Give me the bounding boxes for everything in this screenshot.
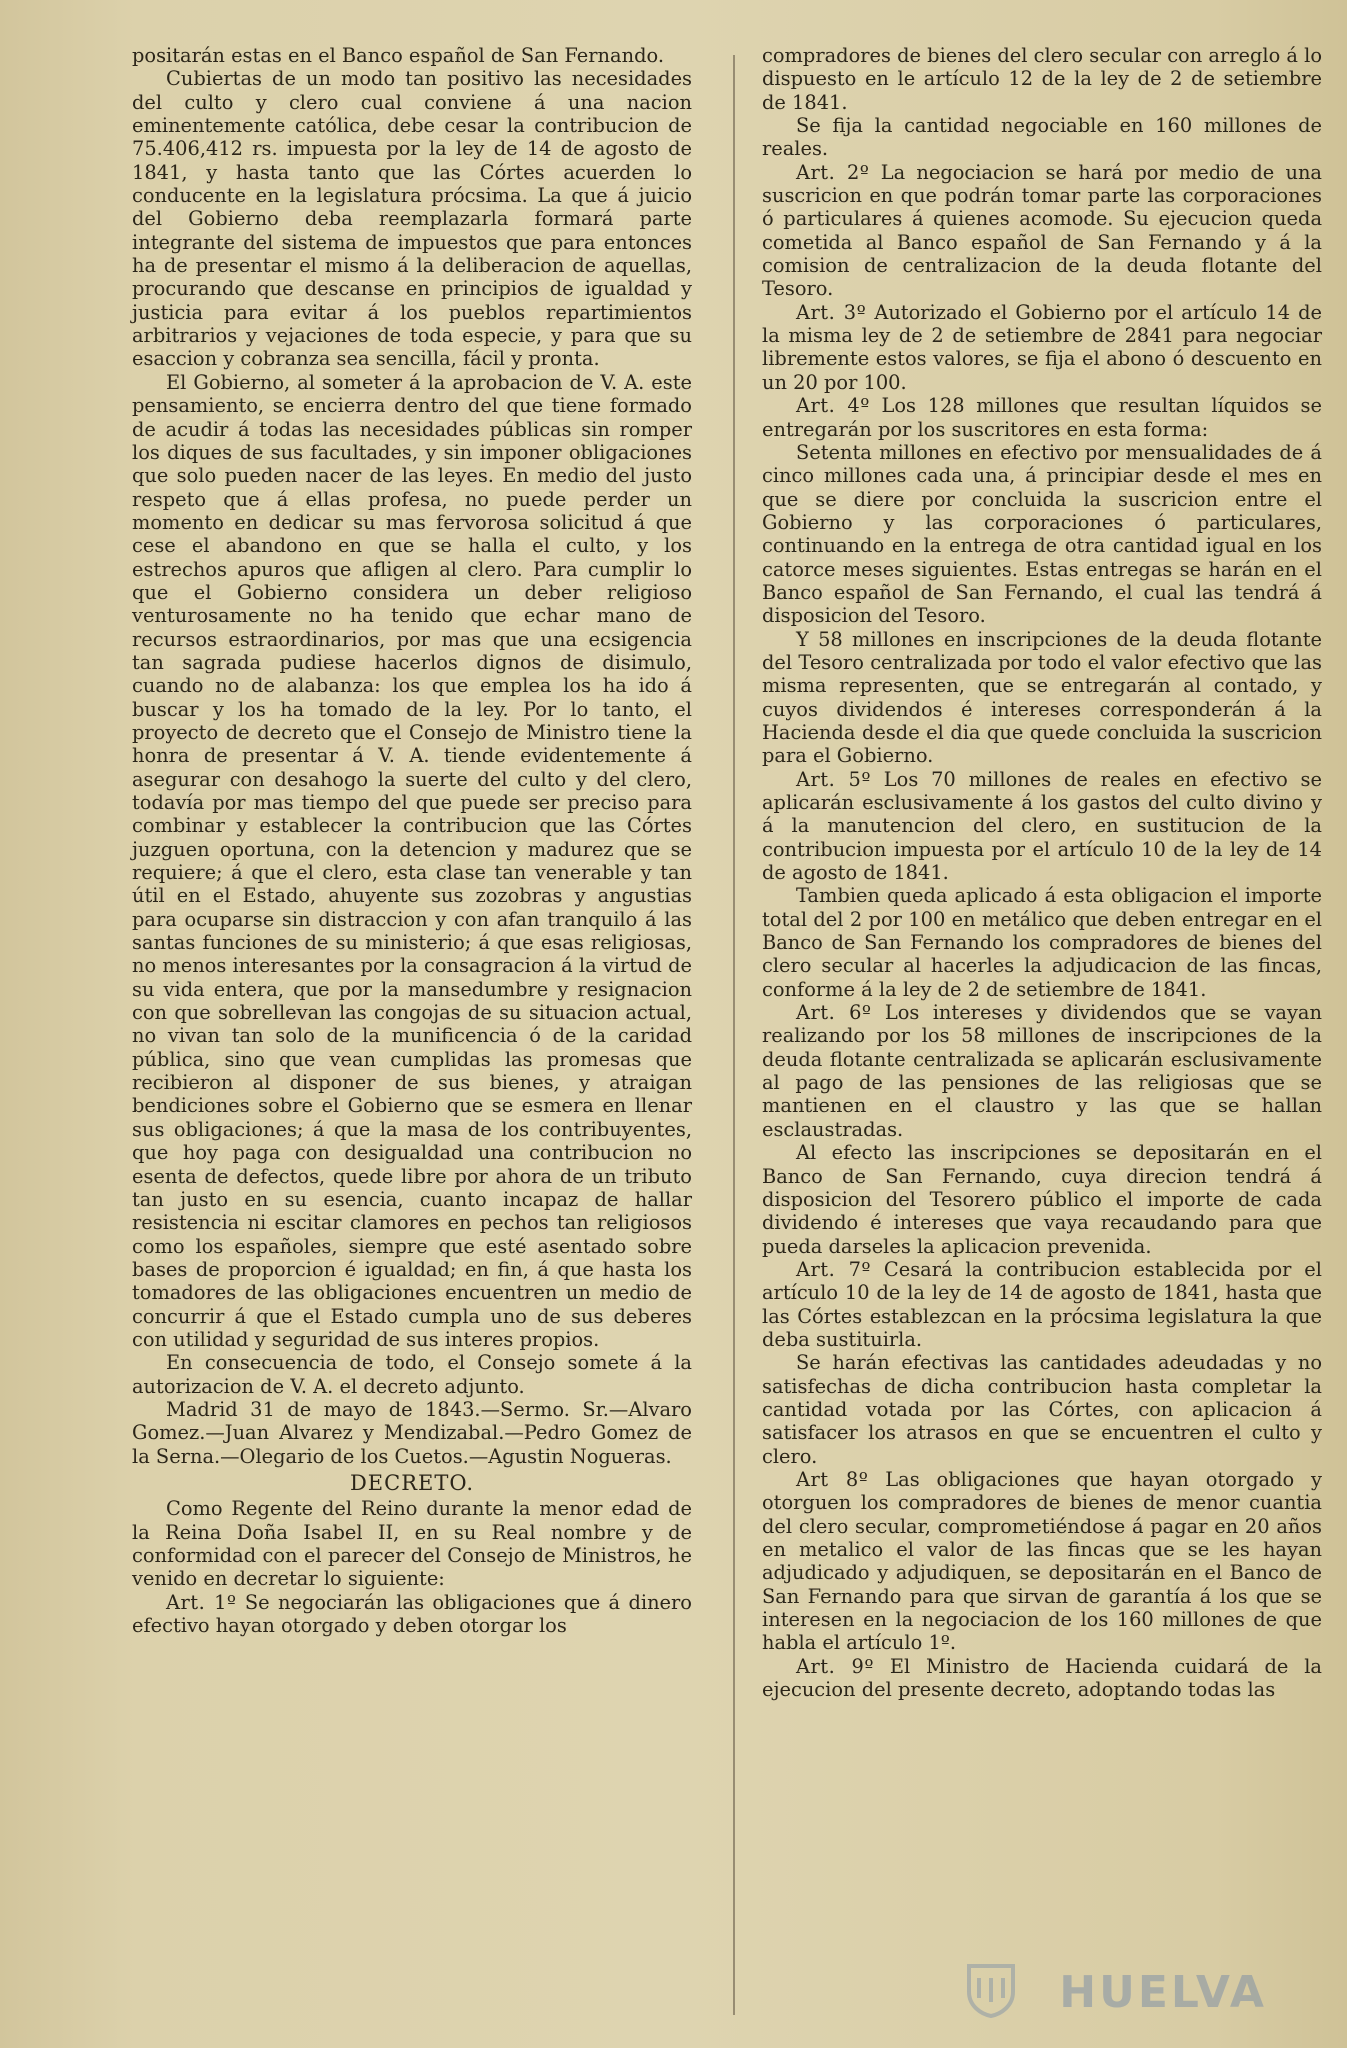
article-label: Art. 6º	[796, 1001, 872, 1025]
article-8	[762, 1468, 1322, 1655]
paragraph: Y 58 millones en inscripciones de la deuda flotante del Tesoro centralizada por todo el valor efectivo que las misma representen, que se entregarán al contado, y cuyos dividendos é intereses corresponderán á la Hacienda desde el dia que quede concluida la suscricion para el Gobierno.	[762, 627, 1322, 768]
article-5	[762, 768, 1322, 885]
article-3	[762, 301, 1322, 394]
decree-heading: DECRETO.	[349, 1470, 475, 1495]
article-label: Art. 5º	[796, 767, 871, 791]
article-9	[762, 1655, 1322, 1702]
paragraph: Se harán efectivas las cantidades adeudadas y no satisfechas de dicha contribucion hasta completar la cantidad votada por las Córtes, con aplicacion á satisfacer los atrasos en que se encuentren el culto y clero.	[762, 1351, 1322, 1468]
right-column	[762, 44, 1322, 1701]
article-label: Art. 3º	[796, 300, 867, 324]
article-2	[762, 161, 1322, 301]
article-text: Autorizado el Gobierno por el artículo 14 de la misma ley de 2 de setiembre de 2841 para negociar libremente estos valores, se fija el abono ó descuento en un 20 por 100.	[762, 300, 1322, 394]
paragraph: Al efecto las inscripciones se depositarán en el Banco de San Fernando, cuya direcion tendrá á disposicion del Tesorero público el importe de cada dividendo é intereses que vaya recaudando para que pueda darseles la aplicacion prevenida.	[762, 1141, 1322, 1258]
paragraph: En consecuencia de todo, el Consejo somete á la autorizacion de V. A. el decreto adjunto.	[132, 1351, 692, 1398]
signatures-paragraph: Madrid 31 de mayo de 1843.—Sermo. Sr.—Alvaro Gomez.—Juan Alvarez y Mendizabal.—Pedro Gomez de la Serna.—Olegario de los Cuetos.—Agustin Nogueras.	[132, 1397, 692, 1468]
article-label: Art. 7º	[796, 1257, 872, 1281]
paragraph: Tambien queda aplicado á esta obligacion el importe total del 2 por 100 en metálico que deben entregar en el Banco de San Fernando los compradores de bienes del clero secular al hacerles la adjudicacion de las fincas, conforme á la ley de 2 de setiembre de 1841.	[762, 884, 1322, 1001]
article-text: Se negociarán las obligaciones que á dinero efectivo hayan otorgado y deben otorgar los	[132, 1590, 692, 1638]
watermark-shield-icon	[965, 1962, 1017, 2018]
article-7	[762, 1258, 1322, 1351]
article-label: Art. 9º	[796, 1654, 875, 1678]
article-text: Los 70 millones de reales en efectivo se aplicarán esclusivamente á los gastos del culto divino y á la manutencion del clero, en sustitucion de la contribucion impuesta por el artículo 10 de la ley de 14 de agosto de 1841.	[762, 767, 1322, 885]
article-text: Cesará la contribucion establecida por el artículo 10 de la ley de 14 de agosto de 1841, hasta que las Córtes establezcan en la prócsima legislatura la que deba sustituirla.	[762, 1257, 1322, 1351]
article-6	[762, 1001, 1322, 1141]
article-text: La negociacion se hará por medio de una suscricion en que podrán tomar parte las corporaciones ó particulares á quienes acomode. Su ejecucion queda cometida al Banco español de San Fernando y á la comision de centralizacion de la deuda flotante del Tesoro.	[762, 160, 1322, 301]
paragraph: El Gobierno, al someter á la aprobacion de V. A. este pensamiento, se encierra dentro del que tiene formado de acudir á todas las necesidades públicas sin romper los diques de sus facultades, y sin imponer obligaciones que solo pueden nacer de las leyes. En medio del justo respeto que á ellas profesa, no puede perder un momento en dedicar su mas fervorosa solicitud á que cese el abandono en que se halla el culto, y los estrechos apuros que afligen al clero. Para cumplir lo que el Gobierno considera un deber religioso venturosamente no ha tenido que echar mano de recursos estraordinarios, por mas que una ecsigencia tan sagrada pudiese hacerlos dignos de disimulo, cuando no de alabanza: los que emplea los ha ido á buscar y los ha tomado de la ley. Por lo tanto, el proyecto de decreto que el Consejo de Ministro tiene la honra de presentar á V. A. tiende evidentemente á asegurar con desahogo la suerte del culto y del clero, todavía por mas tiempo del que puede ser preciso para combinar y establecer la contribucion que las Córtes juzguen oportuna, con la detencion y madurez que se requiere; á que el clero, esta clase tan venerable y tan útil en el Estado, ahuyente sus zozobras y angustias para ocuparse sin distraccion y con afan tranquilo á las santas funciones de su ministerio; á que esas religiosas, no menos interesantes por la consagracion á la virtud de su vida entera, que por la mansedumbre y resignacion con que sobrellevan las congojas de su situacion actual, no vivan tan solo de la munificencia ó de la caridad pública, sino que vean cumplidas las promesas que recibieron al disponer de sus bienes, y atraigan bendiciones sobre el Gobierno que se esmera en llenar sus obligaciones; á que la masa de los contribuyentes, que hoy paga con desigualdad una contribucion no esenta de defectos, quede libre por ahora de un tributo tan justo en su esencia, cuanto incapaz de hallar resistencia ni escitar clamores en pechos tan religiosos como los españoles, siempre que esté asentado sobre bases de proporcion é igualdad; en fin, á que hasta los tomadores de las obligaciones encuentren un medio de concurrir á que el Estado cumpla uno de sus deberes con utilidad y seguridad de sus interes propios.	[132, 370, 692, 1351]
paragraph: positarán estas en el Banco español de San Fernando.	[132, 44, 664, 67]
article-label: Art 8º	[796, 1467, 869, 1491]
paragraph: Setenta millones en efectivo por mensualidades de á cinco millones cada una, á principiar desde el mes en que se diere por concluida la suscricion entre el Gobierno y las corporaciones ó particulares, continuando en la entrega de otra cantidad igual en los catorce meses siguientes. Estas entregas se harán en el Banco español de San Fernando, el cual las tendrá á disposicion del Tesoro.	[762, 440, 1322, 628]
column-divider	[733, 55, 735, 2015]
article-1	[132, 1591, 692, 1638]
article-text: El Ministro de Hacienda cuidará de la ejecucion del presente decreto, adoptando todas las	[762, 1654, 1322, 1702]
article-4	[762, 394, 1322, 441]
article-text: Los 128 millones que resultan líquidos se entregarán por los suscritores en esta forma:	[762, 394, 1322, 441]
article-text: Los intereses y dividendos que se vayan realizando por los 58 millones de inscripciones de la deuda flotante centralizada se aplicarán esclusivamente al pago de las pensiones de las religiosas que se mantienen en el claustro y las que se hallan esclaustradas.	[762, 1001, 1322, 1141]
article-label: Art. 4º	[796, 394, 870, 418]
paragraph: compradores de bienes del clero secular con arreglo á lo dispuesto en le artículo 12 de la ley de 2 de setiembre de 1841.	[762, 44, 1323, 114]
article-label: Art. 1º	[166, 1590, 237, 1614]
paragraph: Se fija la cantidad negociable en 160 millones de reales.	[762, 114, 1322, 161]
article-label: Art. 2º	[796, 160, 870, 184]
left-column	[132, 44, 692, 1637]
decree-intro: Como Regente del Reino durante la menor edad de la Reina Doña Isabel II, en su Real nombre y de conformidad con el parecer del Consejo de Ministros, he venido en decretar lo siguiente:	[132, 1497, 692, 1591]
watermark-text: HUELVA	[1059, 1967, 1267, 2018]
paragraph: Cubiertas de un modo tan positivo las necesidades del culto y clero cual conviene á una nacion eminentemente católica, debe cesar la contribucion de 75.406,412 rs. impuesta por la ley de 14 de agosto de 1841, y hasta tanto que las Córtes acuerden lo conducente en la legislatura prócsima. La que á juicio del Gobierno deba reemplazarla formará parte integrante del sistema de impuestos que para entonces ha de presentar el mismo á la deliberacion de aquellas, procurando que descanse en principios de igualdad y justicia para evitar á los pueblos repartimientos arbitrarios y vejaciones de toda especie, y para que su esaccion y cobranza sea sencilla, fácil y pronta.	[132, 67, 692, 371]
article-text: Las obligaciones que hayan otorgado y otorguen los compradores de bienes de menor cuantia del clero secular, comprometiéndose á pagar en 20 años en metalico el valor de las fincas que se les hayan adjudicado y adjudiquen, se depositarán en el Banco de San Fernando para que sirvan de garantía á los que se interesen en la negociacion de los 160 millones de que habla el artículo 1º.	[762, 1467, 1322, 1655]
